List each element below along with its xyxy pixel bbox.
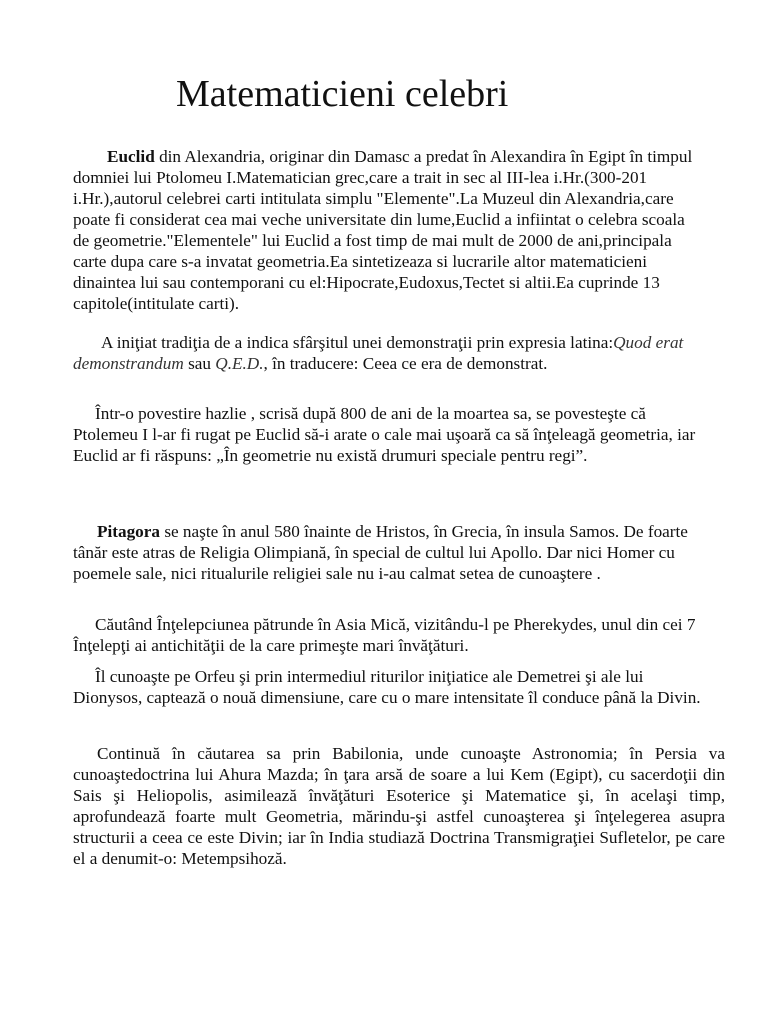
paragraph-anecdote	[73, 403, 701, 466]
paragraph-pitagora-wisdom	[73, 614, 701, 656]
paragraph-pitagora-travels	[73, 743, 725, 869]
pitagora-orfeu-text: Îl cunoaşte pe Orfeu şi prin intermediul riturilor iniţiatice ale Demetrei şi ale lui Dionysos, captează o nouă dimensiune, care cu o mare intensitate îl conduce până la Divin.	[73, 667, 701, 707]
qed-abbreviation: Q.E.D.	[215, 354, 264, 373]
paragraph-pitagora-intro	[73, 521, 701, 584]
page-title: Matematicieni celebri	[176, 73, 509, 115]
euclid-text: din Alexandria, originar din Damasc a predat în Alexandira în Egipt în timpul domniei lui Ptolomeu I.Matematician grec,care a trait in sec al III-lea i.Hr.(300-201 i.Hr.),autorul celebrei carti intitulata simplu "Elemente".La Muzeul din Alexandria,care poate fi considerat cea mai veche universitate din lume,Euclid a infiintat o celebra scoala de geometrie."Elementele" lui Euclid a fost timp de mai mult de 2000 de ani,principala carte dupa care s-a invatat geometria.Ea sintetizeaza si lucrarile altor matematicieni dinaintea lui sau contemporani cu el:Hipocrate,Eudoxus,Tectet si altii.Ea cuprinde 13 capitole(intitulate carti).	[73, 147, 693, 313]
pitagora-text: se naşte în anul 580 înainte de Hristos, în Grecia, în insula Samos. De foarte tânăr este atras de Religia Olimpiană, în special de cultul lui Apollo. Dar nici Homer cu poemele sale, nici ritualurile religiei sale nu i-au calmat setea de cunoaştere .	[73, 522, 688, 583]
pitagora-travels-text: Continuă în căutarea sa prin Babilonia, unde cunoaşte Astronomia; în Persia va cunoaştedoctrina lui Ahura Mazda; în ţara arsă de soare a lui Kem (Egipt), cu sacerdoţii din Sais şi Heliopolis, asimilează învăţături Esoterice şi Matematice şi, în acelaşi timp, aprofundează foarte mult Geometria, mărindu-şi astfel cunoaşterea şi înţelegerea asupra structurii a ceea ce este Divin; iar în India studiază Doctrina Transmigraţiei Sufletelor, pe care el a denumit-o: Metempsihoză.	[73, 744, 725, 868]
qed-rest: , în traducere: Ceea ce era de demonstrat.	[263, 354, 548, 373]
paragraph-euclid-intro	[73, 146, 701, 314]
euclid-name: Euclid	[107, 147, 155, 166]
pitagora-name: Pitagora	[97, 522, 161, 541]
pitagora-wisdom-text: Căutând Înţelepciunea pătrunde în Asia Mică, vizitându-l pe Pherekydes, unul din cei 7 Înţelepţi ai antichităţii de la care primeşte mari învăţături.	[73, 615, 696, 655]
qed-latin-phrase: Quod erat demonstrandum	[73, 333, 684, 373]
qed-intro: A iniţiat tradiţia de a indica sfârşitul unei demonstraţii prin expresia latina:	[101, 333, 614, 352]
qed-connector: sau	[183, 354, 216, 373]
anecdote-text: Într-o povestire hazlie , scrisă după 800 de ani de la moartea sa, se povesteşte că Ptolemeu I l-ar fi rugat pe Euclid să-i arate o cale mai uşoară ca să înţeleagă geometria, iar Euclid ar fi răspuns: „În geometrie nu există drumuri speciale pentru regi”.	[73, 404, 696, 465]
paragraph-qed	[73, 332, 701, 374]
paragraph-pitagora-orfeu	[73, 666, 701, 708]
